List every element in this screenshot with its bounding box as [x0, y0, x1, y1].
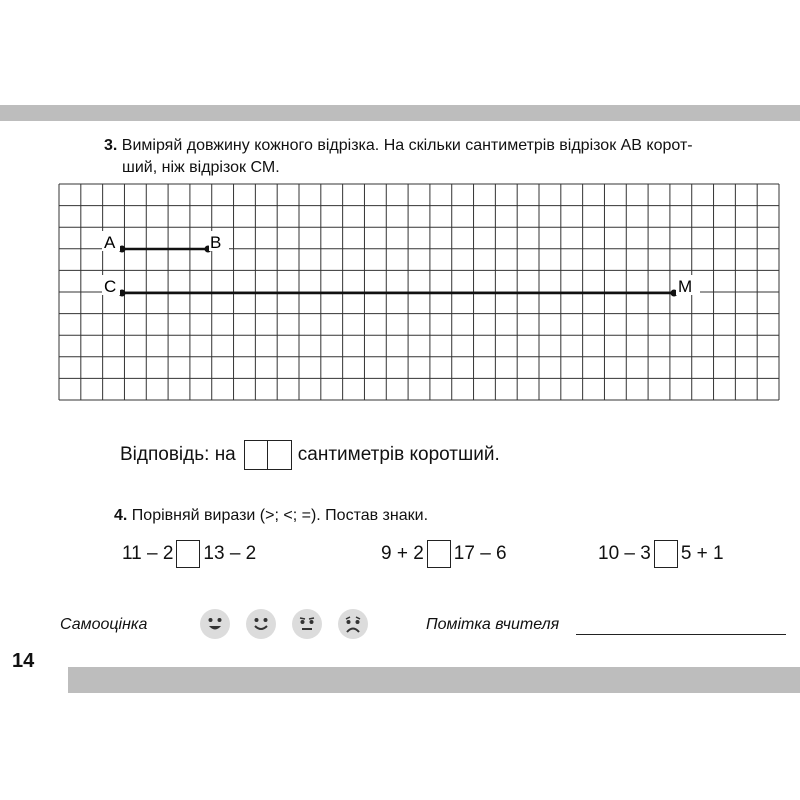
expression-right: 5 + 1 — [680, 543, 724, 564]
answer-digit-box-1[interactable] — [244, 440, 268, 470]
expression-left: 9 + 2 — [381, 543, 424, 564]
expression-1 — [122, 540, 256, 568]
sad-face-icon[interactable] — [338, 609, 368, 639]
measurement-grid — [58, 183, 782, 401]
answer-digit-box-2[interactable] — [268, 440, 292, 470]
comparison-box[interactable] — [176, 540, 200, 568]
answer-suffix: сантиметрів коротший. — [297, 444, 500, 465]
self-assessment-faces — [200, 609, 368, 639]
task4-number: 4. — [114, 507, 128, 524]
big-smile-face-icon[interactable] — [200, 609, 230, 639]
comparison-box[interactable] — [427, 540, 451, 568]
point-c-label: C — [104, 277, 117, 296]
task4-text — [114, 505, 428, 527]
expression-right: 13 – 2 — [203, 543, 257, 564]
self-assessment-label: Самооцінка — [60, 616, 148, 633]
expression-left: 10 – 3 — [598, 543, 651, 564]
teacher-note-line[interactable] — [576, 634, 786, 635]
expression-left: 11 – 2 — [122, 543, 174, 564]
teacher-note-label: Помітка вчителя — [426, 616, 560, 633]
page-number: 14 — [12, 650, 35, 672]
point-b-label: B — [210, 233, 222, 252]
top-band — [0, 105, 800, 121]
smile-face-icon[interactable] — [246, 609, 276, 639]
task3-text — [104, 135, 794, 179]
neutral-face-icon[interactable] — [292, 609, 322, 639]
task4-instruction: Порівняй вирази (>; <; =). Постав знаки. — [131, 507, 429, 524]
point-m-label: M — [678, 277, 693, 296]
bottom-band — [0, 667, 800, 693]
answer-boxes[interactable] — [244, 440, 292, 470]
point-a-label: A — [104, 233, 116, 252]
task3-number: 3. — [104, 137, 118, 154]
answer-prefix: Відповідь: на — [120, 444, 236, 465]
comparison-box[interactable] — [654, 540, 678, 568]
expression-3 — [598, 540, 724, 568]
task3-answer-line — [120, 440, 500, 470]
expression-right: 17 – 6 — [453, 543, 507, 564]
task3-line1: Виміряй довжину кожного відрізка. На скільки сантиметрів відрізок АВ корот- — [121, 137, 693, 154]
expression-2 — [381, 540, 507, 568]
task3-line2: ший, ніж відрізок СМ. — [122, 159, 280, 176]
